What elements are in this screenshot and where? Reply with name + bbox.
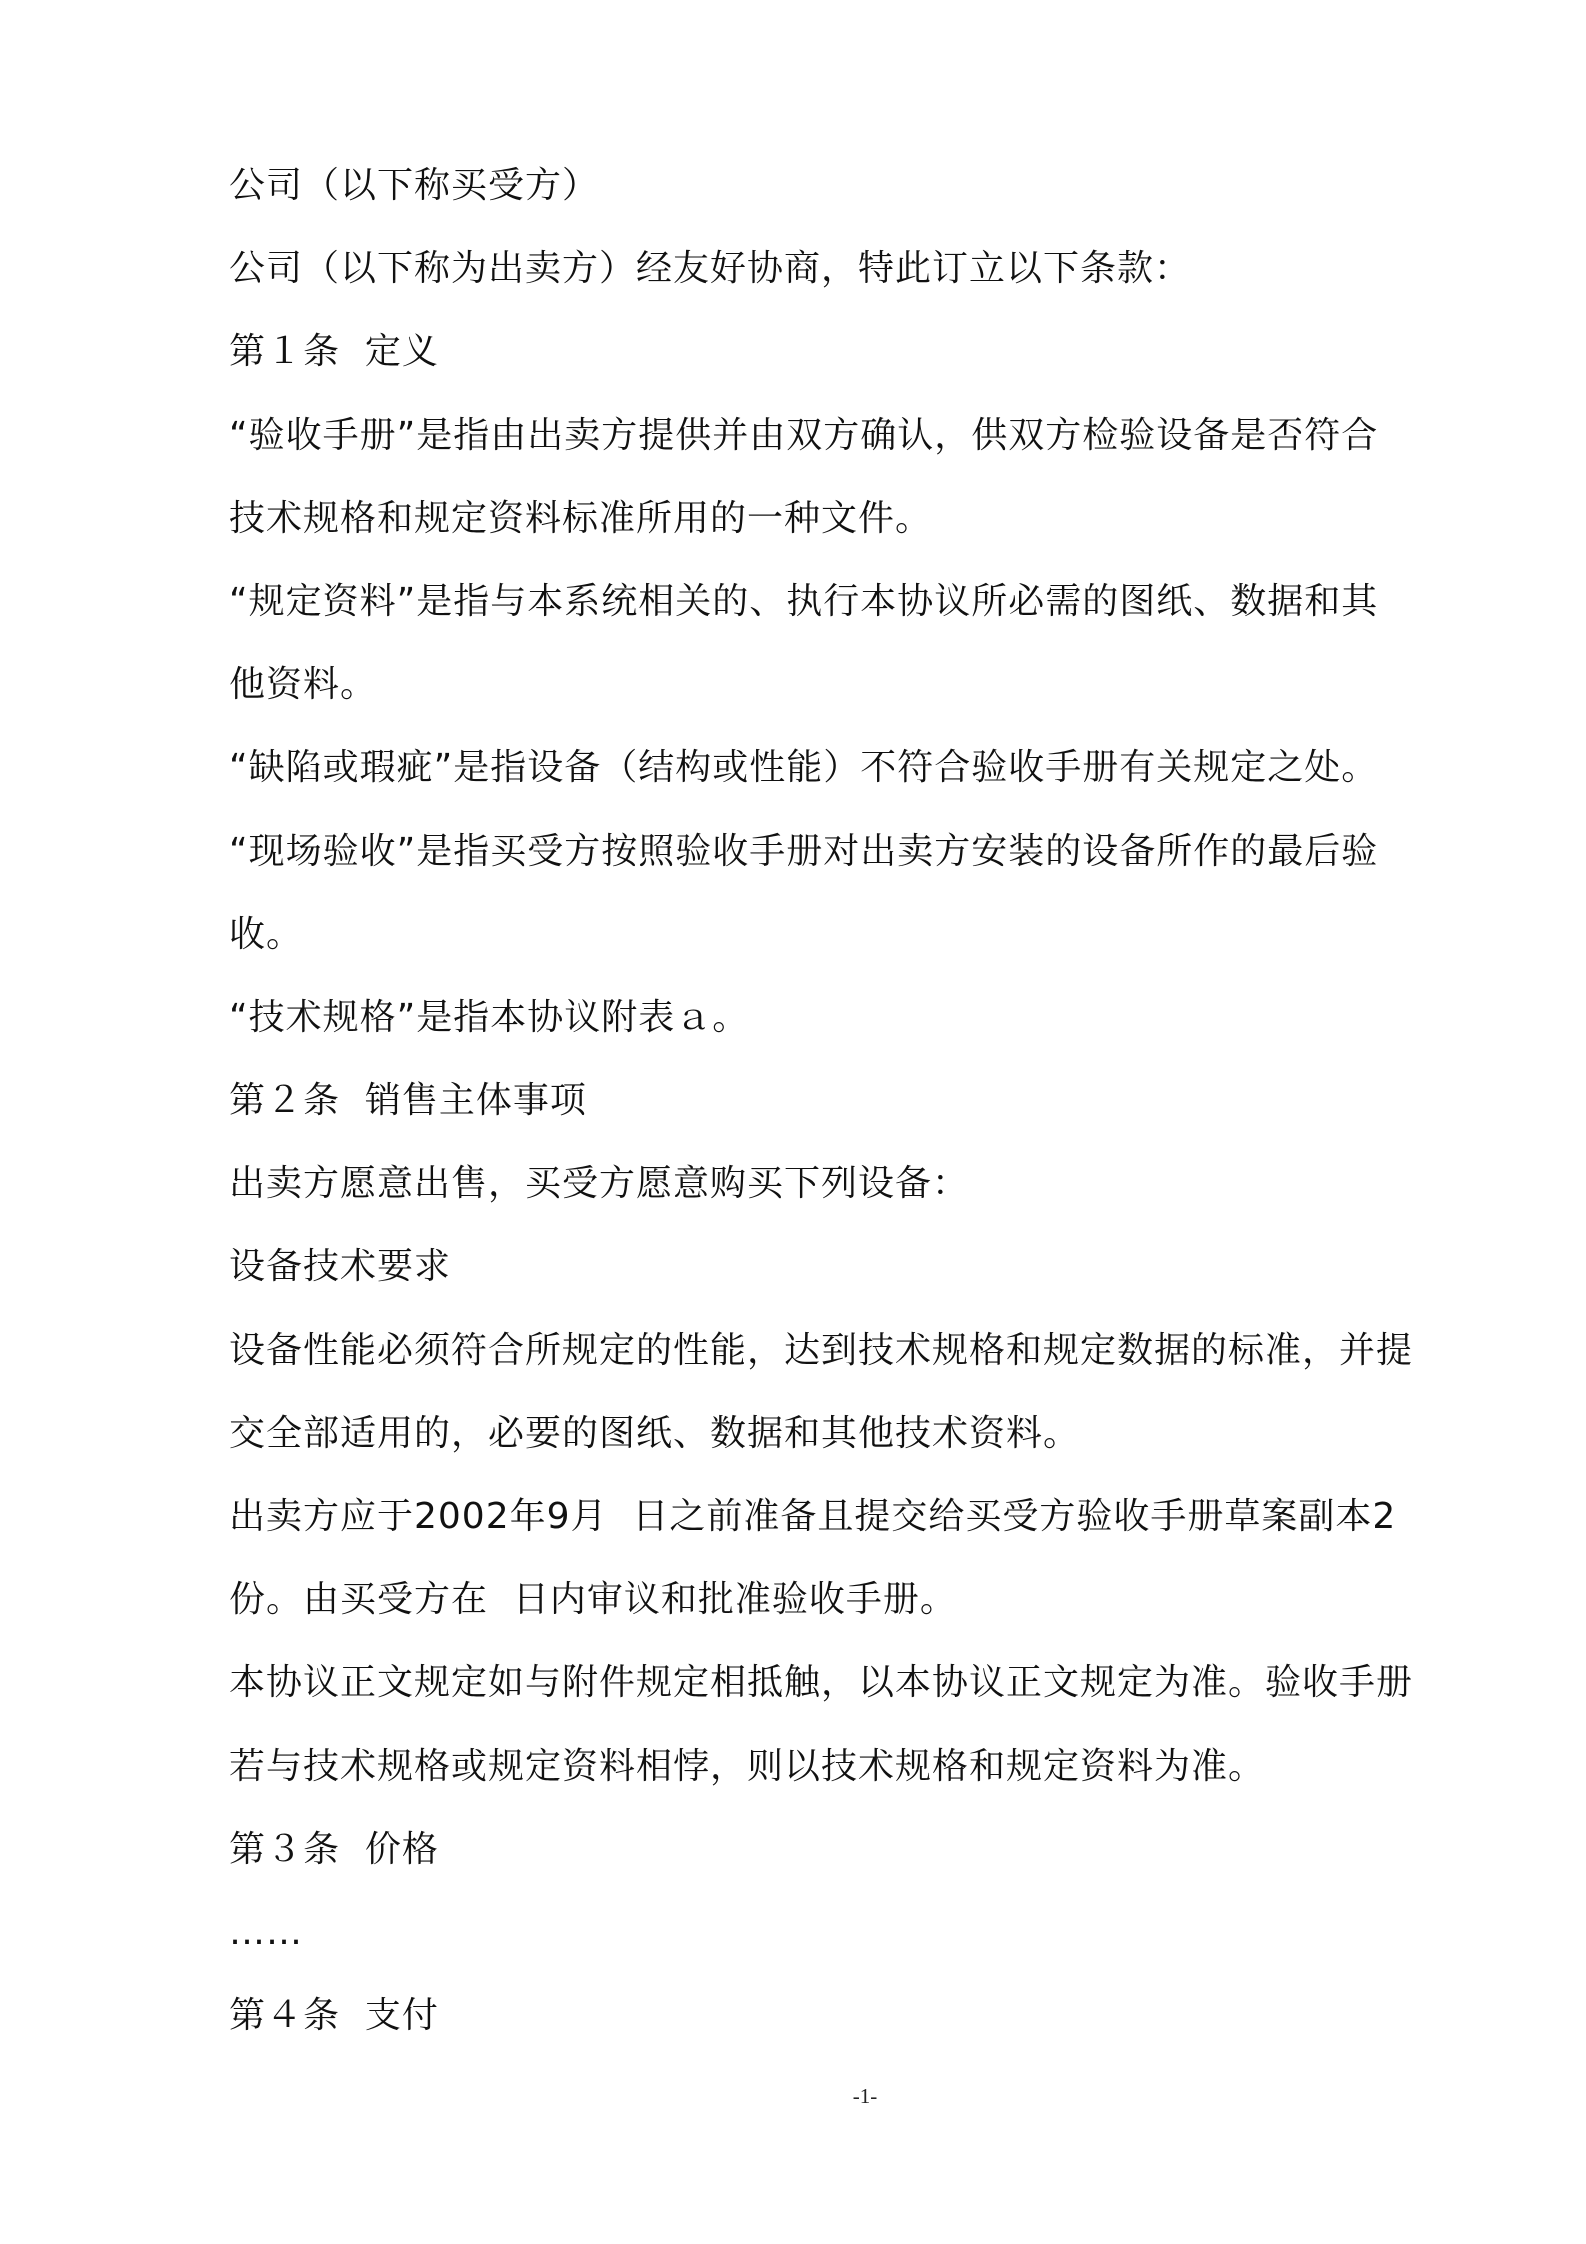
paragraph-line: 出卖方愿意出售，买受方愿意购买下列设备： <box>229 1163 970 1205</box>
paragraph-line: “缺陷或瑕疵”是指设备（结构或性能）不符合验收手册有关规定之处。 <box>229 747 1379 789</box>
clause-heading-4: 第４条 支付 <box>229 1995 439 2037</box>
party-line-seller: 公司（以下称为出卖方）经友好协商，特此订立以下条款： <box>229 248 1192 290</box>
paragraph-line: 收。 <box>229 913 304 955</box>
paragraph-line: “规定资料”是指与本系统相关的、执行本协议所必需的图纸、数据和其 <box>229 580 1379 622</box>
party-line-buyer: 公司（以下称买受方） <box>229 165 600 206</box>
paragraph-line: 他资料。 <box>229 664 378 706</box>
page-number: -1- <box>852 2084 878 2108</box>
paragraph-line: “技术规格”是指本协议附表ａ。 <box>229 996 750 1038</box>
paragraph-line: 设备性能必须符合所规定的性能，达到技术规格和规定数据的标准，并提 <box>229 1329 1414 1371</box>
paragraph-line: 若与技术规格或规定资料相悖，则以技术规格和规定资料为准。 <box>229 1745 1266 1787</box>
paragraph-line: 份。由买受方在 日内审议和批准验收手册。 <box>229 1579 957 1621</box>
paragraph-line: 技术规格和规定资料标准所用的一种文件。 <box>229 497 933 539</box>
subheading: 设备技术要求 <box>229 1246 452 1288</box>
paragraph-line: “现场验收”是指买受方按照验收手册对出卖方安装的设备所作的最后验 <box>229 830 1379 872</box>
paragraph-line: 出卖方应于2002年9月 日之前准备且提交给买受方验收手册草案副本2 <box>229 1496 1397 1537</box>
document-body <box>229 144 1429 2057</box>
paragraph-line: “验收手册”是指由出卖方提供并由双方确认，供双方检验设备是否符合 <box>229 414 1379 456</box>
ellipsis-line: …… <box>229 1911 303 1953</box>
clause-heading-3: 第３条 价格 <box>229 1828 439 1870</box>
paragraph-line: 本协议正文规定如与附件规定相抵触，以本协议正文规定为准。验收手册 <box>229 1662 1414 1704</box>
paragraph-line: 交全部适用的，必要的图纸、数据和其他技术资料。 <box>229 1412 1081 1454</box>
clause-heading-2: 第２条 销售主体事项 <box>229 1080 587 1122</box>
clause-heading-1: 第１条 定义 <box>229 331 439 373</box>
